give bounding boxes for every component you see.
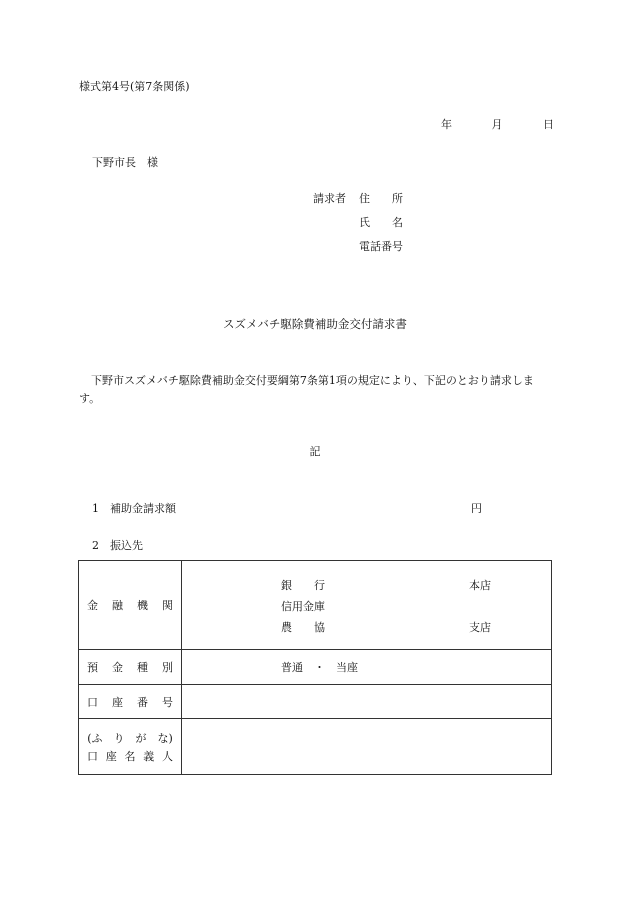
addressee: 下野市長 様 bbox=[92, 156, 158, 169]
deposit-type-options: 普通 ・ 当座 bbox=[281, 661, 358, 674]
ki-heading: 記 bbox=[309, 445, 321, 458]
deposit-type-label: 預 金 種 別 bbox=[79, 650, 182, 685]
furigana-label: (ふ り が な) bbox=[87, 731, 173, 745]
agri-coop-label: 農 協 bbox=[281, 620, 325, 634]
body-paragraph: 下野市スズメバチ駆除費補助金交付要綱第7条第1項の規定により、下記のとおり請求します。 bbox=[79, 374, 534, 405]
requester-name-label: 氏 名 bbox=[359, 216, 403, 229]
account-holder-row bbox=[79, 719, 552, 775]
date-month-label: 月 bbox=[491, 118, 503, 131]
claim-amount-label: 1 補助金請求額 bbox=[92, 502, 176, 515]
deposit-type-field[interactable] bbox=[182, 650, 552, 685]
bank-account-table bbox=[78, 560, 552, 775]
document-title: スズメバチ駆除費補助金交付請求書 bbox=[223, 317, 407, 331]
account-number-field[interactable] bbox=[182, 685, 552, 719]
branch-label: 支店 bbox=[469, 620, 491, 634]
account-holder-label: (ふ り が な) 口 座 名 義 人 bbox=[79, 719, 182, 775]
financial-institution-label: 金 融 機 関 bbox=[79, 561, 182, 650]
requester-label: 請求者 bbox=[313, 192, 346, 205]
account-number-label: 口 座 番 号 bbox=[79, 685, 182, 719]
financial-institution-row bbox=[79, 561, 552, 650]
credit-union-label: 信用金庫 bbox=[281, 599, 325, 613]
deposit-type-row bbox=[79, 650, 552, 685]
form-number: 様式第4号(第7条関係) bbox=[79, 80, 190, 93]
date-year-label: 年 bbox=[441, 118, 452, 131]
account-number-row bbox=[79, 685, 552, 719]
date-day-label: 日 bbox=[543, 118, 554, 131]
transfer-destination-label: 2 振込先 bbox=[92, 539, 143, 552]
financial-institution-field[interactable] bbox=[182, 561, 552, 650]
account-holder-field[interactable] bbox=[182, 719, 552, 775]
requester-address-label: 住 所 bbox=[359, 192, 403, 205]
claim-amount-unit: 円 bbox=[471, 502, 482, 515]
requester-phone-label: 電話番号 bbox=[359, 240, 403, 253]
bank-type-label: 銀 行 bbox=[281, 578, 325, 592]
date-line bbox=[441, 118, 554, 132]
head-office-label: 本店 bbox=[469, 578, 491, 592]
